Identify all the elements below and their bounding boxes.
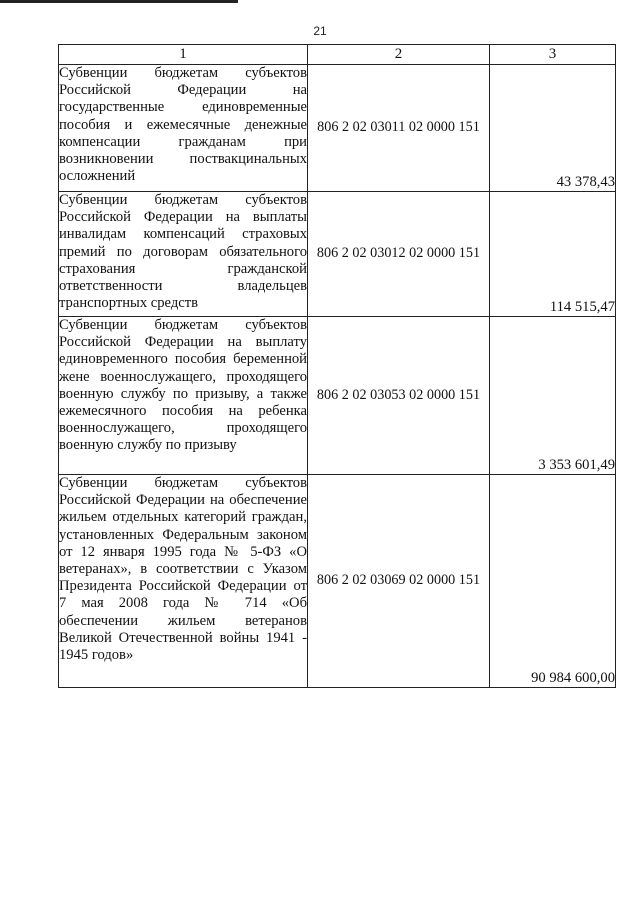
table-header — [59, 45, 616, 65]
budget-table — [58, 44, 616, 688]
row-amount: 114 515,47 — [490, 192, 616, 317]
row-code: 806 2 02 03011 02 0000 151 — [308, 65, 490, 192]
table-row — [59, 475, 616, 688]
column-header-3: 3 — [490, 45, 616, 65]
row-description: Субвенции бюджетам субъектов Российской Федерации на обеспечение жильем отдельных категорий граждан, установленных Федеральным законом от 12 января 1995 года № 5-ФЗ «О ветеранах», в соответствии с Указом Президента Российской Федерации от 7 мая 2008 года № 714 «Об обеспечении жильем ветеранов Великой Отечественной войны 1941 - 1945 годов» — [59, 475, 308, 688]
table-row — [59, 317, 616, 475]
top-edge-rule — [0, 0, 238, 3]
table-row — [59, 192, 616, 317]
row-description: Субвенции бюджетам субъектов Российской Федерации на государственные единовременные пособия и ежемесячные денежные компенсации гражданам при возникновении поствакцинальных осложнений — [59, 65, 308, 192]
row-amount: 43 378,43 — [490, 65, 616, 192]
table-row — [59, 65, 616, 192]
row-code: 806 2 02 03053 02 0000 151 — [308, 317, 490, 475]
table-body — [59, 65, 616, 688]
row-description: Субвенции бюджетам субъектов Российской Федерации на выплаты инвалидам компенсаций страховых премий по договорам обязательного страхования гражданской ответственности владельцев транспортных средств — [59, 192, 308, 317]
row-amount: 90 984 600,00 — [490, 475, 616, 688]
row-code: 806 2 02 03069 02 0000 151 — [308, 475, 490, 688]
column-header-1: 1 — [59, 45, 308, 65]
page-number: 21 — [313, 24, 327, 38]
row-description: Субвенции бюджетам субъектов Российской Федерации на выплату единовременного пособия беременной жене военнослужащего, проходящего военную службу по призыву, а также ежемесячного пособия на ребенка военнослужащего, проходящего военную службу по призыву — [59, 317, 308, 475]
row-code: 806 2 02 03012 02 0000 151 — [308, 192, 490, 317]
header-row — [59, 45, 616, 65]
column-header-2: 2 — [308, 45, 490, 65]
row-amount: 3 353 601,49 — [490, 317, 616, 475]
